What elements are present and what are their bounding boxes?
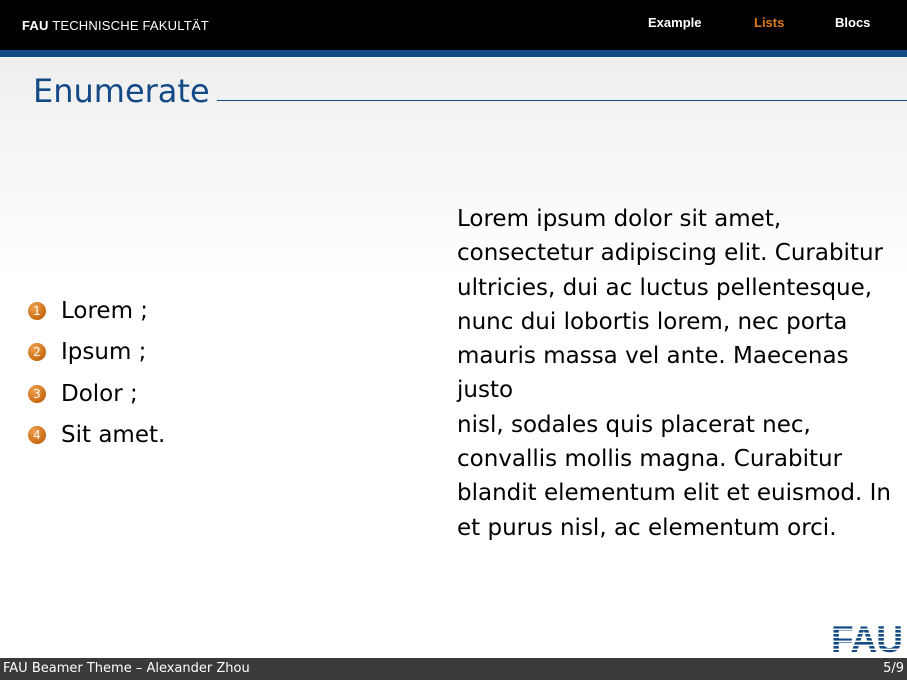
paragraph-line: nisl, sodales quis placerat nec, [457, 411, 811, 438]
list-item-text: Lorem ; [61, 297, 149, 324]
fau-logo [829, 622, 904, 654]
title-underline [217, 100, 907, 101]
header-accent-stripe [0, 50, 907, 57]
list-item-text: Ipsum ; [61, 339, 147, 366]
lorem-paragraph [457, 202, 907, 545]
paragraph-line: mauris massa vel ante. Maecenas justo [457, 343, 849, 404]
nav-tab-blocs[interactable]: Blocs [835, 15, 871, 30]
list-item [28, 332, 165, 374]
logo-text: FAU [831, 622, 902, 654]
paragraph-line: Lorem ipsum dolor sit amet, [457, 206, 782, 232]
paragraph-line: consectetur adipiscing elit. Curabitur [457, 240, 883, 267]
paragraph-line: nunc dui lobortis lorem, nec porta [457, 308, 848, 335]
footer-bar [0, 658, 907, 680]
faculty-abbrev: FAU [22, 18, 49, 33]
faculty-label [22, 18, 209, 33]
paragraph-line: convallis mollis magna. Curabitur [457, 446, 843, 473]
enumerated-list [28, 290, 165, 456]
list-item [28, 290, 165, 332]
paragraph-line: ultricies, dui ac luctus pellentesque, [457, 274, 873, 301]
page-number: 5/9 [883, 661, 904, 676]
list-number-badge: 1 [28, 302, 46, 320]
list-number-badge: 4 [28, 426, 46, 444]
footer-author: FAU Beamer Theme – Alexander Zhou [3, 661, 250, 676]
nav-tab-lists[interactable]: Lists [754, 15, 785, 30]
list-item-text: Dolor ; [61, 380, 138, 407]
paragraph-line: blandit elementum elit et euismod. In [457, 480, 892, 507]
faculty-name: TECHNISCHE FAKULTÄT [52, 18, 209, 33]
paragraph-line: et purus nisl, ac elementum orci. [457, 514, 837, 541]
list-item-text: Sit amet. [61, 422, 166, 449]
top-header-bar [0, 0, 907, 50]
list-number-badge: 3 [28, 385, 46, 403]
list-item [28, 373, 165, 415]
list-number-badge: 2 [28, 343, 46, 361]
list-item [28, 415, 165, 457]
slide-title: Enumerate [33, 72, 210, 110]
nav-tab-example[interactable]: Example [648, 15, 702, 30]
